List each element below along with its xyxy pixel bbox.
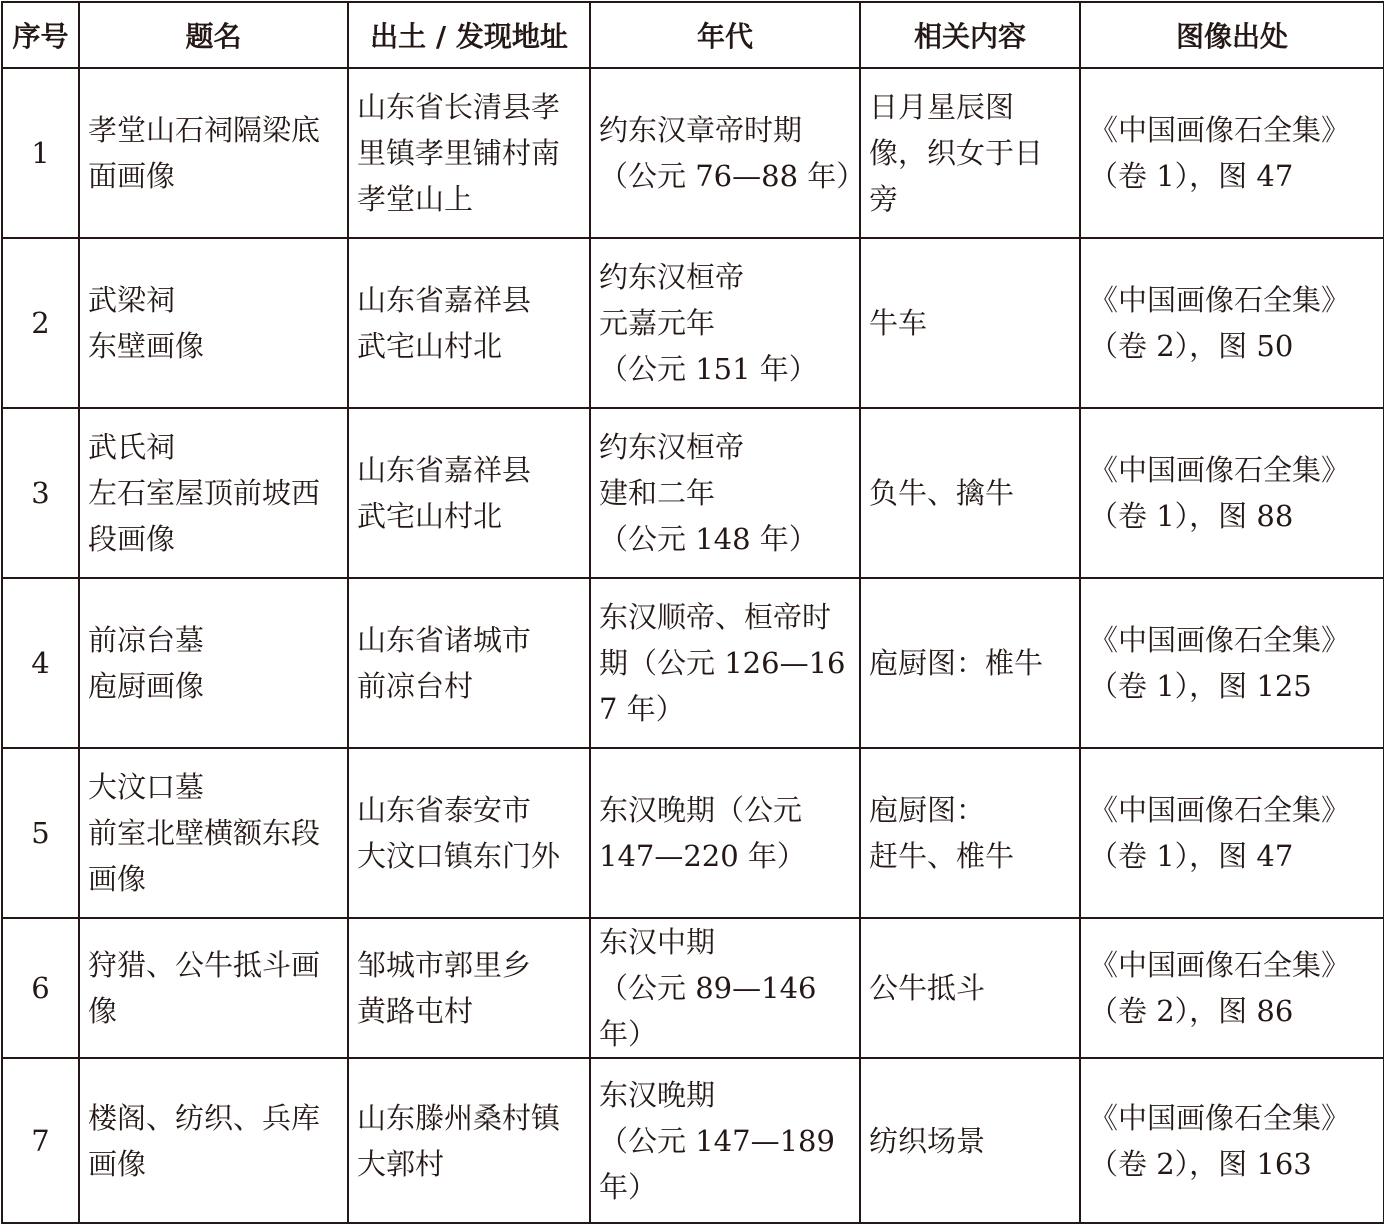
cell-location: 山东滕州桑村镇 大郭村 [348,1058,590,1223]
cell-title: 大汶口墓 前室北壁横额东段画像 [79,748,348,918]
cell-content: 庖厨图： 赶牛、椎牛 [860,748,1080,918]
cell-location: 山东省泰安市 大汶口镇东门外 [348,748,590,918]
cell-content: 纺织场景 [860,1058,1080,1223]
cell-content: 庖厨图：椎牛 [860,578,1080,748]
table-row [2,918,1384,1058]
table-header-row [2,2,1384,68]
table-row [2,68,1384,238]
cell-era: 约东汉桓帝 元嘉元年 （公元 151 年） [590,238,860,408]
cell-index: 4 [2,578,79,748]
table-row [2,748,1384,918]
cell-index: 3 [2,408,79,578]
cell-era: 东汉顺帝、桓帝时期（公元 126—167 年） [590,578,860,748]
cell-location: 山东省嘉祥县 武宅山村北 [348,238,590,408]
cell-content: 日月星辰图像，织女于日旁 [860,68,1080,238]
cell-index: 1 [2,68,79,238]
cell-era: 东汉晚期（公元 147—220 年） [590,748,860,918]
cell-title: 武氏祠 左石室屋顶前坡西段画像 [79,408,348,578]
cell-title: 前凉台墓 庖厨画像 [79,578,348,748]
cell-title: 楼阁、纺织、兵库画像 [79,1058,348,1223]
header-title: 题名 [79,2,348,68]
cell-title: 武梁祠 东壁画像 [79,238,348,408]
relics-table [1,1,1384,1224]
cell-index: 2 [2,238,79,408]
header-era: 年代 [590,2,860,68]
cell-location: 山东省嘉祥县 武宅山村北 [348,408,590,578]
cell-source: 《中国画像石全集》（卷 2），图 86 [1080,918,1384,1058]
header-index: 序号 [2,2,79,68]
cell-source: 《中国画像石全集》（卷 2），图 50 [1080,238,1384,408]
table-row [2,578,1384,748]
cell-source: 《中国画像石全集》（卷 1），图 88 [1080,408,1384,578]
table-row [2,408,1384,578]
header-location: 出土 / 发现地址 [348,2,590,68]
table-row [2,238,1384,408]
cell-source: 《中国画像石全集》（卷 1），图 47 [1080,748,1384,918]
cell-era: 约东汉章帝时期 （公元 76—88 年） [590,68,860,238]
cell-content: 牛车 [860,238,1080,408]
cell-content: 负牛、擒牛 [860,408,1080,578]
cell-source: 《中国画像石全集》（卷 2），图 163 [1080,1058,1384,1223]
cell-title: 孝堂山石祠隔梁底面画像 [79,68,348,238]
cell-index: 7 [2,1058,79,1223]
cell-era: 东汉晚期 （公元 147—189 年） [590,1058,860,1223]
cell-title: 狩猎、公牛抵斗画像 [79,918,348,1058]
cell-source: 《中国画像石全集》（卷 1），图 47 [1080,68,1384,238]
header-source: 图像出处 [1080,2,1384,68]
cell-index: 6 [2,918,79,1058]
cell-location: 山东省诸城市 前凉台村 [348,578,590,748]
header-content: 相关内容 [860,2,1080,68]
cell-source: 《中国画像石全集》（卷 1），图 125 [1080,578,1384,748]
cell-era: 东汉中期 （公元 89—146 年） [590,918,860,1058]
cell-content: 公牛抵斗 [860,918,1080,1058]
table-row [2,1058,1384,1223]
cell-era: 约东汉桓帝 建和二年 （公元 148 年） [590,408,860,578]
cell-location: 山东省长清县孝里镇孝里铺村南孝堂山上 [348,68,590,238]
cell-index: 5 [2,748,79,918]
cell-location: 邹城市郭里乡 黄路屯村 [348,918,590,1058]
